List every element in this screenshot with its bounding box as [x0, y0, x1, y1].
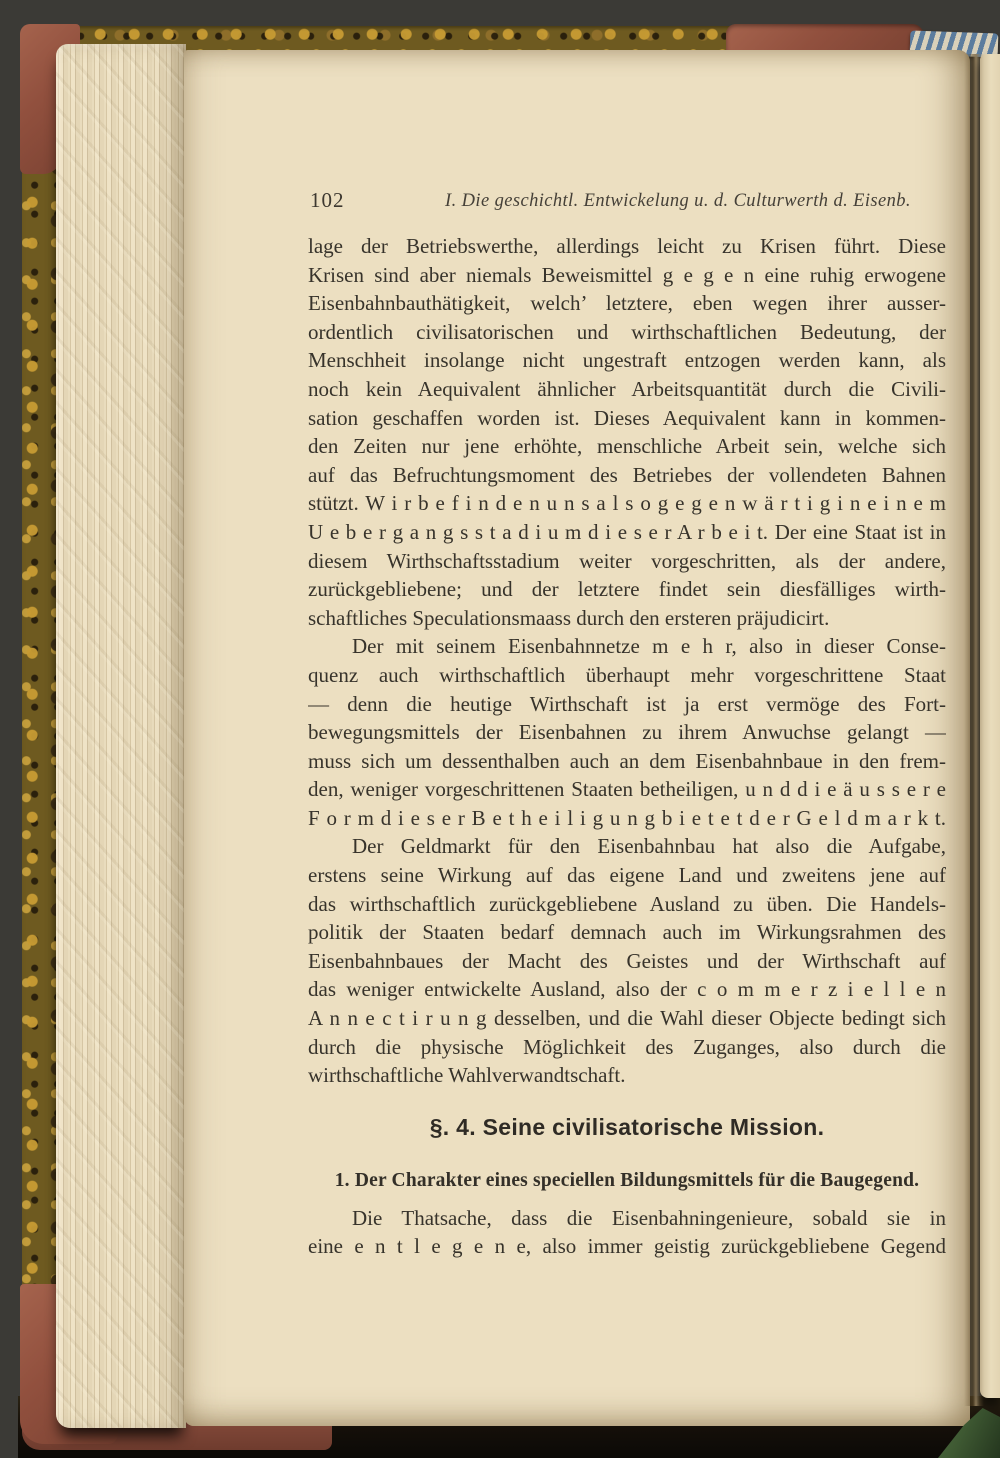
text-line: durch die physische Möglichkeit des Zuganges, also durch die	[308, 1034, 946, 1059]
text-line: Der Geldmarkt für den Eisenbahnbau hat also die Aufgabe,	[352, 834, 946, 859]
text-line: schaftliches Speculationsmaass durch den ersteren präjudicirt.	[308, 605, 830, 630]
text-line: Der mit seinem Eisenbahnnetze m e h r, also in dieser Conse-	[352, 634, 946, 659]
body-paragraphs	[308, 232, 946, 1090]
text-line: Menschheit insolange nicht ungestraft entzogen werden kann, als	[308, 348, 946, 373]
text-line: stützt. W i r b e f i n d e n u n s a l s o g e g e n w ä r t i g i n e i n e m	[308, 491, 946, 516]
facing-page-edge	[980, 54, 1000, 1398]
paragraph	[308, 632, 946, 832]
text-line: das wirthschaftlich zurückgebliebene Ausland zu üben. Die Handels-	[308, 891, 946, 916]
text-line: U e b e r g a n g s s t a d i u m d i e s e r A r b e i t. Der eine Staat ist in	[308, 519, 946, 544]
text-line: F o r m d i e s e r B e t h e i l i g u n g b i e t e t d e r G e l d m a r k t.	[308, 805, 946, 830]
text-line: den, weniger vorgeschrittenen Staaten betheiligen, u n d d i e ä u s s e r e	[308, 777, 946, 802]
page-header	[308, 188, 946, 218]
paragraph	[308, 1204, 946, 1261]
text-line: eine e n t l e g e n e, also immer geistig zurückgebliebene Gegend	[308, 1234, 946, 1259]
text-line: Eisenbahnbauthätigkeit, welch’ letztere, eben wegen ihrer ausser-	[308, 291, 946, 316]
text-line: ordentlich civilisatorischen und wirthschaftlichen Bedeutung, der	[308, 319, 946, 344]
text-line: das weniger entwickelte Ausland, also der c o m m e r z i e l l e n	[308, 977, 946, 1002]
page-edges-stack	[56, 44, 186, 1428]
text-line: lage der Betriebswerthe, allerdings leicht zu Krisen führt. Diese	[308, 234, 946, 258]
section-heading: §. 4. Seine civilisatorische Mission.	[429, 1113, 825, 1140]
text-block	[308, 232, 946, 1261]
text-line: quenz auch wirthschaftlich überhaupt mehr vorgeschrittene Staat	[308, 662, 946, 687]
paragraph	[308, 232, 946, 632]
text-line: politik der Staaten bedarf demnach auch im Wirkungsrahmen des	[308, 920, 946, 945]
page-number: 102	[310, 188, 345, 212]
book-page	[184, 50, 970, 1426]
text-line: sation geschaffen worden ist. Dieses Aequivalent kann in kommen-	[308, 405, 946, 430]
paragraph	[308, 832, 946, 1089]
text-line: diesem Wirthschaftsstadium weiter vorgeschritten, als der andere,	[308, 548, 946, 573]
subsection-heading: 1. Der Charakter eines speciellen Bildungsmittels für die Baugegend.	[334, 1169, 920, 1191]
text-line: bewegungsmittels der Eisenbahnen zu ihrem Anwuchse gelangt —	[308, 720, 946, 745]
text-line: Eisenbahnbaues der Macht des Geistes und der Wirthschaft auf	[308, 948, 946, 973]
text-line: noch kein Aequivalent ähnlicher Arbeitsquantität durch die Civili-	[308, 376, 946, 401]
text-line: erstens seine Wirkung auf das eigene Land und zweitens jene auf	[308, 863, 946, 888]
text-line: muss sich um dessenthalben auch an dem Eisenbahnbaue in den frem-	[308, 748, 946, 773]
text-line: Krisen sind aber niemals Beweismittel g e g e n eine ruhig erwogene	[308, 262, 946, 287]
body-paragraphs-after-heading	[308, 1204, 946, 1261]
text-line: wirthschaftliche Wahlverwandtschaft.	[308, 1063, 626, 1088]
text-line: den Zeiten nur jene erhöhte, menschliche Arbeit sein, welche sich	[308, 434, 946, 459]
text-line: Die Thatsache, dass die Eisenbahningenieure, sobald sie in	[352, 1205, 946, 1230]
text-line: auf das Befruchtungsmoment des Betriebes der vollendeten Bahnen	[308, 462, 946, 487]
text-line: — denn die heutige Wirthschaft ist ja erst vermöge des Fort-	[308, 691, 946, 716]
running-header: I. Die geschichtl. Entwickelung u. d. Culturwerth d. Eisenb.	[445, 191, 911, 211]
text-line: A n n e c t i r u n g desselben, und die Wahl dieser Objecte bedingt sich	[308, 1006, 946, 1031]
text-line: zurückgebliebene; und der letztere findet sein diesfälliges wirth-	[308, 577, 946, 602]
